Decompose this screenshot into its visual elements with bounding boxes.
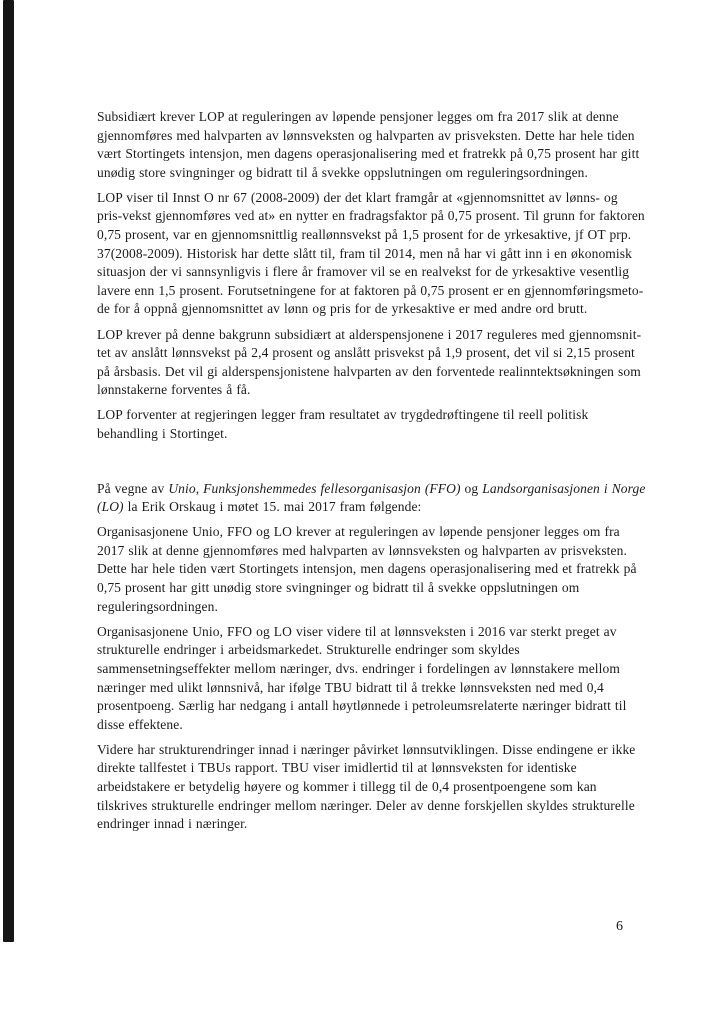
attribution-text: og [460, 480, 483, 496]
scan-artifact-bar [3, 0, 14, 942]
page-number: 6 [616, 919, 623, 934]
paragraph-unio-ffo-lo-krav: Organisasjonene Unio, FFO og LO krever at reguleringen av løpende pensjoner legges om fra 2017 slik at denne gjennomføres med halvparten av lønnsveksten og halvparten av prisveksten. Dette har hele tiden vært Stortingets intensjon, men dagens operasjonalisering med et fratrekk på 0,75 prosent har gitt unødig store svingninger og bidratt til å svekke oppslutningen om reguleringsordningen. [97, 524, 637, 614]
attribution-text: la Erik Orskaug i møtet 15. mai 2017 fram følgende: [123, 499, 422, 515]
paragraph-lop-krav-2017: LOP krever på denne bakgrunn subsidiært at alderspensjonene i 2017 reguleres med gjennomsnit-tet av anslått lønnsvekst på 2,4 prosent og anslått prisvekst på 1,9 prosent, det vil si 2,15 prosent på årsbasis. Det vil gi alderspensjonistene halvparten av den forventede realinntektsøkningen som lønnstakerne forventes å få. [97, 326, 642, 398]
organization-name-unio-ffo: Unio, Funksjonshemmedes fellesorganisasjon (FFO) [168, 480, 461, 496]
paragraph-unio-ffo-lo-strukturendringer: Videre har strukturendringer innad i næringer påvirket lønnsutviklingen. Disse endingene er ikke direkte tallfestet i TBUs rapport. TBU viser imidlertid til at lønnsveksten for identiske arbeidstakere er betydelig høyere og kommer i tillegg til de 0,4 prosentpoengene som kan tilskrives strukturelle endringer mellom næringer. Deler av denne forskjellen skyldes strukturelle endringer innad i næringer. [97, 741, 636, 832]
attribution-paragraph [97, 480, 646, 517]
paragraph-lop-subsidiaert: Subsidiært krever LOP at reguleringen av løpende pensjoner legges om fra 2017 slik at denne gjennomføres med halvparten av lønnsveksten og halvparten av prisveksten. Dette har hele tiden vært Stortingets intensjon, men dagens operasjonalisering med et fratrekk på 0,75 prosent har gitt unødig store svingninger og bidratt til å svekke oppslutningen om reguleringsordningen. [97, 109, 640, 180]
attribution-text: På vegne av [97, 480, 169, 496]
paragraph-lop-forventer: LOP forventer at regjeringen legger fram resultatet av trygdedrøftingene til reell politisk behandling i Stortinget. [97, 407, 589, 441]
paragraph-lop-innst-o-67: LOP viser til Innst O nr 67 (2008-2009) der det klart framgår at «gjennomsnittet av lønns- og pris-vekst gjennomføres ved at» en nytter en fradragsfaktor på 0,75 prosent. Til grunn for faktoren 0,75 prosent, var en gjennomsnittlig reallønnsvekst på 1,5 prosent for de yrkesaktive, jf OT prp. 37(2008-2009). Historisk har dette slått til, fram til 2014, men nå har vi gått inn i en økonomisk situasjon der vi sannsynligvis i flere år framover vil se en realvekst for de yrkesaktive vesentlig lavere enn 1,5 prosent. Forutsetningene for at faktoren på 0,75 prosent er en gjennomføringsmeto-de for å oppnå gjennomsnittet av lønn og pris for de yrkesaktive er med andre ord brutt. [97, 189, 645, 317]
paragraph-unio-ffo-lo-loennsvekst-2016: Organisasjonene Unio, FFO og LO viser videre til at lønnsveksten i 2016 var sterkt preget av strukturelle endringer i arbeidsmarkedet. Strukturelle endringer som skyldes sammensetningseffekter mellom næringer, dvs. endringer i fordelingen av lønnstakere mellom næringer med ulikt lønnsnivå, har ifølge TBU bidratt til å trekke lønnsveksten ned med 0,4 prosentpoeng. Særlig har nedgang i antall høytlønnede i petroleumsrelaterte næringer bidratt til disse effektene. [97, 623, 627, 732]
document-body [97, 108, 646, 840]
organization-name-lo: Landsorganisasjonen i Norge (LO) [97, 480, 646, 515]
